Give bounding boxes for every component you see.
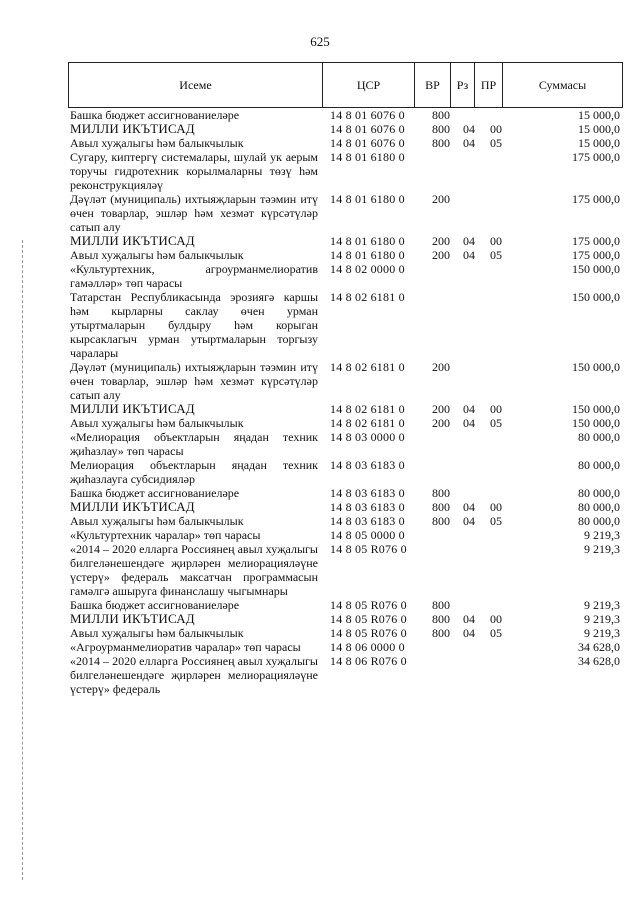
- table-row: [70, 514, 622, 528]
- cell-rz: [456, 150, 482, 192]
- cell-rz: 04: [463, 248, 475, 262]
- cell-vr: 200: [432, 234, 450, 248]
- cell-csr: 14 8 01 6180 0: [330, 192, 405, 206]
- cell-pr: [482, 528, 510, 542]
- cell-vr: 800: [432, 500, 450, 514]
- table-row: [70, 486, 622, 500]
- cell-sum: 9 219,3: [584, 528, 620, 542]
- header-sum: Суммасы: [503, 63, 623, 108]
- cell-name: Сугару, киптергү системалары, шулай ук аерым торучы гидротехник корылмаларны төзү һәм реконструкцияләү: [70, 150, 318, 192]
- cell-csr: 14 8 03 6183 0: [330, 500, 405, 514]
- cell-rz: [456, 542, 482, 598]
- cell-pr: 05: [490, 416, 502, 430]
- cell-vr: [426, 654, 456, 696]
- cell-sum: 15 000,0: [578, 136, 620, 150]
- cell-pr: 00: [490, 402, 502, 416]
- table-row: [70, 234, 622, 248]
- cell-vr: 800: [432, 486, 450, 500]
- table-header: [68, 62, 623, 108]
- cell-rz: [456, 430, 482, 458]
- cell-vr: [426, 290, 456, 360]
- cell-pr: 05: [490, 626, 502, 640]
- cell-pr: 05: [490, 514, 502, 528]
- cell-sum: 175 000,0: [572, 150, 620, 164]
- cell-vr: [426, 528, 456, 542]
- cell-csr: 14 8 02 6181 0: [330, 416, 405, 430]
- cell-pr: [482, 430, 510, 458]
- table-row: [70, 430, 622, 458]
- cell-vr: 800: [432, 122, 450, 136]
- cell-vr: 200: [432, 416, 450, 430]
- cell-pr: [482, 542, 510, 598]
- cell-name: «Агроурманмелиоратив чаралар» төп чарасы: [70, 640, 301, 654]
- cell-name: Авыл хуҗалыгы һәм балыкчылык: [70, 416, 244, 430]
- cell-csr: 14 8 02 0000 0: [330, 262, 405, 276]
- table-row: [70, 626, 622, 640]
- cell-pr: [482, 360, 510, 402]
- cell-sum: 150 000,0: [572, 290, 620, 304]
- cell-pr: 00: [490, 612, 502, 626]
- cell-sum: 80 000,0: [578, 430, 620, 444]
- cell-rz: 04: [463, 122, 475, 136]
- cell-vr: 200: [432, 192, 450, 206]
- cell-sum: 175 000,0: [572, 248, 620, 262]
- cell-rz: [456, 108, 482, 122]
- cell-name: «Мелиорация объектларын яңадан техник җиһазлау» төп чарасы: [70, 430, 318, 458]
- cell-csr: 14 8 05 R076 0: [330, 626, 407, 640]
- cell-pr: [482, 192, 510, 234]
- cell-pr: [482, 486, 510, 500]
- cell-rz: [456, 654, 482, 696]
- cell-sum: 34 628,0: [578, 654, 620, 668]
- cell-csr: 14 8 05 R076 0: [330, 598, 407, 612]
- cell-vr: 800: [432, 136, 450, 150]
- table-row: [70, 458, 622, 486]
- cell-rz: 04: [463, 612, 475, 626]
- cell-vr: 800: [432, 612, 450, 626]
- cell-name: Авыл хуҗалыгы һәм балыкчылык: [70, 514, 244, 528]
- cell-csr: 14 8 01 6076 0: [330, 136, 405, 150]
- cell-vr: 800: [432, 514, 450, 528]
- cell-vr: [426, 542, 456, 598]
- cell-sum: 150 000,0: [572, 416, 620, 430]
- cell-sum: 80 000,0: [578, 500, 620, 514]
- table-row: [70, 192, 622, 234]
- cell-rz: 04: [463, 500, 475, 514]
- cell-vr: [426, 640, 456, 654]
- cell-csr: 14 8 05 R076 0: [330, 612, 407, 626]
- cell-pr: 00: [490, 500, 502, 514]
- cell-csr: 14 8 01 6180 0: [330, 248, 405, 262]
- cell-name: Башка бюджет ассигнованиеләре: [70, 108, 240, 122]
- header-vr: ВР: [415, 63, 451, 108]
- cell-sum: 9 219,3: [584, 542, 620, 556]
- cell-vr: 800: [432, 108, 450, 122]
- cell-csr: 14 8 02 6181 0: [330, 402, 405, 416]
- cell-pr: [482, 640, 510, 654]
- cell-vr: 200: [432, 360, 450, 374]
- cell-name: Башка бюджет ассигнованиеләре: [70, 598, 240, 612]
- cell-sum: 9 219,3: [584, 612, 620, 626]
- cell-name: Дәүләт (муниципаль) ихтыяҗларын тәэмин итү өчен товарлар, эшләр һәм хезмәт күрсәтүләр сатып алу: [70, 192, 318, 234]
- table-row: [70, 640, 622, 654]
- cell-csr: 14 8 03 0000 0: [330, 430, 405, 444]
- cell-rz: 04: [463, 626, 475, 640]
- table-row: [70, 416, 622, 430]
- cell-sum: 9 219,3: [584, 598, 620, 612]
- cell-name: МИЛЛИ ИКЪТИСАД: [70, 233, 195, 248]
- cell-csr: 14 8 06 0000 0: [330, 640, 405, 654]
- cell-vr: [426, 458, 456, 486]
- cell-csr: 14 8 03 6183 0: [330, 458, 405, 472]
- table-row: [70, 598, 622, 612]
- cell-name: МИЛЛИ ИКЪТИСАД: [70, 401, 195, 416]
- cell-rz: [456, 458, 482, 486]
- table-row: [70, 122, 622, 136]
- table-row: [70, 542, 622, 598]
- cell-rz: 04: [463, 234, 475, 248]
- cell-csr: 14 8 06 R076 0: [330, 654, 407, 668]
- cell-pr: [482, 458, 510, 486]
- cell-rz: [456, 486, 482, 500]
- cell-name: «Культуртехник чаралар» төп чарасы: [70, 528, 261, 542]
- cell-vr: [426, 262, 456, 290]
- cell-csr: 14 8 01 6180 0: [330, 234, 405, 248]
- cell-rz: [456, 640, 482, 654]
- page-number: 625: [310, 34, 330, 49]
- cell-csr: 14 8 03 6183 0: [330, 486, 405, 500]
- table-row: [70, 612, 622, 626]
- cell-pr: [482, 262, 510, 290]
- cell-name: «2014 – 2020 елларга Россиянең авыл хуҗалыгы билгеләнешендәге җирләрен мелиорацияләүне үстерү» федераль максатчан программасын гамәлгә ашыруга финанслашу чыгымнары: [70, 542, 318, 598]
- budget-table-body: [70, 108, 622, 696]
- cell-pr: [482, 290, 510, 360]
- cell-vr: 800: [432, 626, 450, 640]
- cell-name: МИЛЛИ ИКЪТИСАД: [70, 611, 195, 626]
- cell-sum: 34 628,0: [578, 640, 620, 654]
- cell-pr: [482, 108, 510, 122]
- table-row: [70, 654, 622, 696]
- cell-name: Авыл хуҗалыгы һәм балыкчылык: [70, 626, 244, 640]
- cell-csr: 14 8 01 6076 0: [330, 108, 405, 122]
- cell-sum: 175 000,0: [572, 234, 620, 248]
- cell-vr: [426, 430, 456, 458]
- cell-pr: 00: [490, 122, 502, 136]
- cell-name: Татарстан Республикасында эрозиягә каршы һәм кырларны саклау өчен урман утыртмаларын булдыру һәм корыган кырсаклагыч урман утыртмаларын торгызу чаралары: [70, 290, 318, 360]
- header-name: Исеме: [69, 63, 323, 108]
- cell-name: МИЛЛИ ИКЪТИСАД: [70, 499, 195, 514]
- cell-sum: 150 000,0: [572, 262, 620, 276]
- cell-name: «Культуртехник, агроурманмелиоратив гамәлләр» төп чарасы: [70, 262, 318, 290]
- table-row: [70, 248, 622, 262]
- header-csr: ЦСР: [323, 63, 415, 108]
- table-row: [70, 360, 622, 402]
- cell-pr: 05: [490, 136, 502, 150]
- cell-pr: [482, 598, 510, 612]
- table-row: [70, 108, 622, 122]
- cell-rz: [456, 528, 482, 542]
- table-row: [70, 262, 622, 290]
- cell-sum: 15 000,0: [578, 122, 620, 136]
- budget-table: [70, 108, 622, 696]
- cell-csr: 14 8 03 6183 0: [330, 514, 405, 528]
- header-pr: ПР: [475, 63, 503, 108]
- cell-rz: 04: [463, 416, 475, 430]
- cell-name: Мелиорация объектларын яңадан техник җиһазлауга субсидияләр: [70, 458, 318, 486]
- cell-vr: 800: [432, 598, 450, 612]
- cell-name: Авыл хуҗалыгы һәм балыкчылык: [70, 136, 244, 150]
- table-row: [70, 500, 622, 514]
- cell-name: Башка бюджет ассигнованиеләре: [70, 486, 240, 500]
- cell-rz: [456, 192, 482, 234]
- cell-sum: 150 000,0: [572, 360, 620, 374]
- cell-sum: 80 000,0: [578, 514, 620, 528]
- cell-rz: 04: [463, 136, 475, 150]
- table-row: [70, 136, 622, 150]
- cell-rz: 04: [463, 514, 475, 528]
- cell-rz: [456, 290, 482, 360]
- cell-pr: [482, 150, 510, 192]
- cell-pr: 05: [490, 248, 502, 262]
- cell-rz: [456, 360, 482, 402]
- cell-vr: [426, 150, 456, 192]
- table-row: [70, 402, 622, 416]
- table-row: [70, 290, 622, 360]
- cell-sum: 15 000,0: [578, 108, 620, 122]
- table-row: [70, 528, 622, 542]
- binding-margin-line: [22, 240, 23, 880]
- cell-sum: 9 219,3: [584, 626, 620, 640]
- cell-name: «2014 – 2020 елларга Россиянең авыл хуҗалыгы билгеләнешендәге җирләрен мелиорацияләүне үстерү» федераль: [70, 654, 318, 696]
- cell-csr: 14 8 05 0000 0: [330, 528, 405, 542]
- cell-rz: [456, 262, 482, 290]
- cell-pr: 00: [490, 234, 502, 248]
- cell-csr: 14 8 01 6076 0: [330, 122, 405, 136]
- cell-pr: [482, 654, 510, 696]
- cell-csr: 14 8 02 6181 0: [330, 290, 405, 304]
- cell-csr: 14 8 01 6180 0: [330, 150, 405, 164]
- cell-sum: 175 000,0: [572, 192, 620, 206]
- cell-sum: 80 000,0: [578, 486, 620, 500]
- cell-sum: 150 000,0: [572, 402, 620, 416]
- table-row: [70, 150, 622, 192]
- cell-name: Дәүләт (муниципаль) ихтыяҗларын тәэмин итү өчен товарлар, эшләр һәм хезмәт күрсәтүләр сатып алу: [70, 360, 318, 402]
- cell-rz: [456, 598, 482, 612]
- cell-name: Авыл хуҗалыгы һәм балыкчылык: [70, 248, 244, 262]
- cell-name: МИЛЛИ ИКЪТИСАД: [70, 121, 195, 136]
- cell-csr: 14 8 05 R076 0: [330, 542, 407, 556]
- cell-csr: 14 8 02 6181 0: [330, 360, 405, 374]
- cell-vr: 200: [432, 248, 450, 262]
- cell-rz: 04: [463, 402, 475, 416]
- cell-vr: 200: [432, 402, 450, 416]
- header-rz: Рз: [451, 63, 475, 108]
- cell-sum: 80 000,0: [578, 458, 620, 472]
